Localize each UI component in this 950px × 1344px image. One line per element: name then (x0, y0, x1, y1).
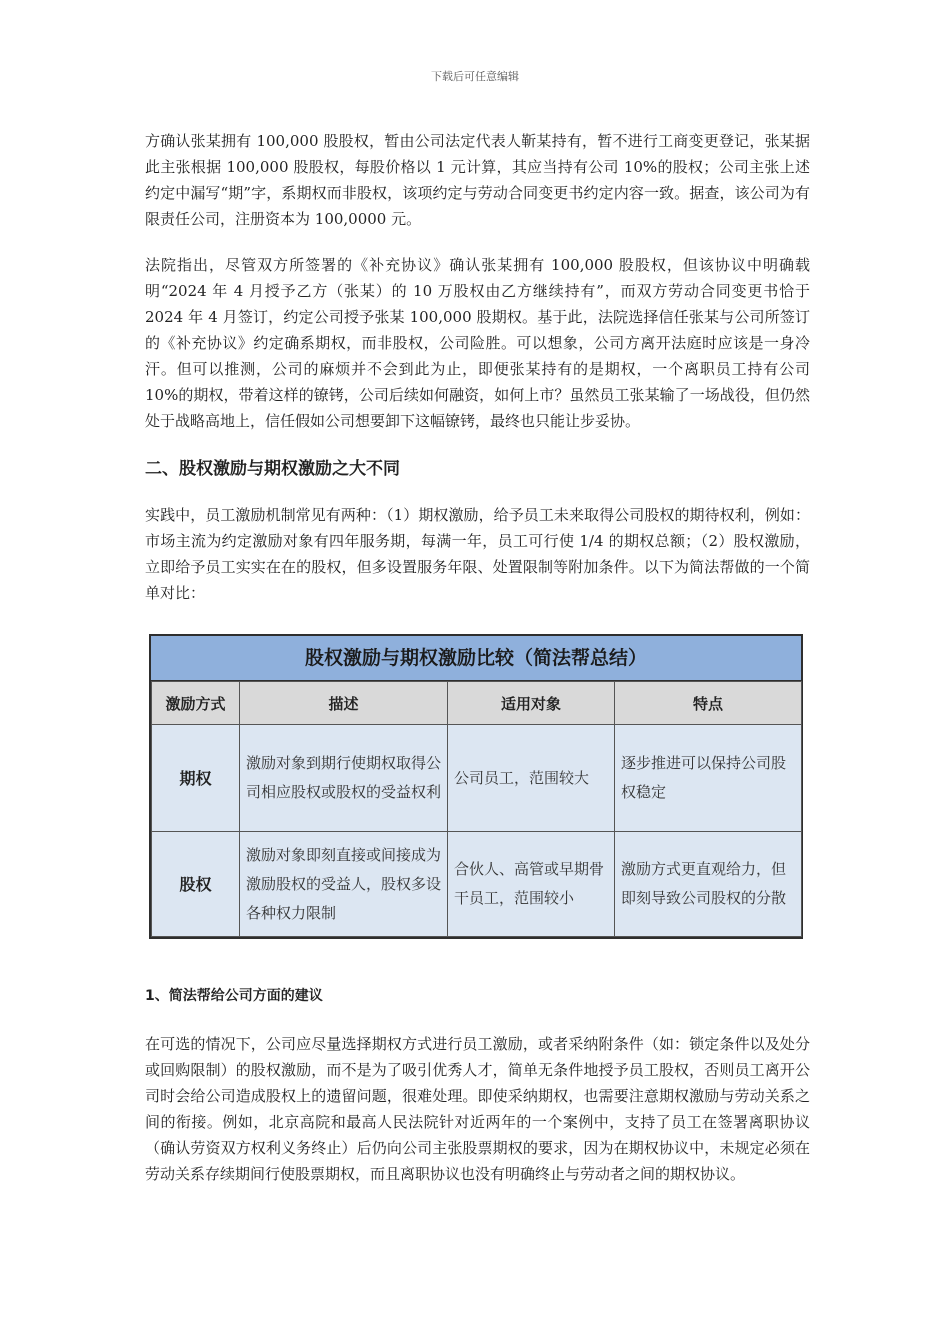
comparison-grid (151, 681, 802, 937)
table-row (152, 725, 802, 832)
paragraph-case-facts: 方确认张某拥有 100,000 股股权，暂由公司法定代表人靳某持有，暂不进行工商变更登记，张某据此主张根据 100,000 股股权，每股价格以 1 元计算，其应当持有公司 10%的股权；公司主张上述约定中漏写“期”字，系期权而非股权，该项约定与劳动合同变更书约定内容一致。据查，该公司为有限责任公司，注册资本为 100,0000 元。 (145, 132, 810, 228)
page-header: 下载后可任意编辑 (431, 70, 519, 83)
document-body (145, 128, 810, 1187)
table-cell: 激励对象即刻直接或间接成为激励股权的受益人，股权多设各种权力限制 (240, 832, 448, 937)
subsection-heading: 1、简法帮给公司方面的建议 (145, 988, 323, 1004)
paragraph-court-ruling: 法院指出，尽管双方所签署的《补充协议》确认张某拥有 100,000 股股权，但该协议中明确载明“2024 年 4 月授予乙方（张某）的 10 万股权由乙方继续持有”，而双方劳动合同变更书恰于 2024 年 4 月签订，约定公司授予张某 100,000 股期权。基于此，法院选择信任张某与公司所签订的《补充协议》约定确系期权，而非股权，公司险胜。可以想象，公司方离开法庭时应该是一身冷汗。但可以推测，公司的麻烦并不会到此为止，即便张某持有的是期权，一个离职员工持有公司 10%的期权，带着这样的镣铐，公司后续如何融资，如何上市？虽然员工张某输了一场战役，但仍然处于战略高地上，信任假如公司想要卸下这幅镣铐，最终也只能让步妥协。 (145, 256, 810, 430)
table-row-label: 期权 (152, 725, 240, 832)
table-cell: 激励方式更直观给力，但即刻导致公司股权的分散 (615, 832, 802, 937)
table-row-label: 股权 (152, 832, 240, 937)
comparison-table (149, 634, 803, 939)
table-cell: 合伙人、高管或早期骨干员工，范围较小 (448, 832, 615, 937)
table-cell: 逐步推进可以保持公司股权稳定 (615, 725, 802, 832)
paragraph-advice: 在可选的情况下，公司应尽量选择期权方式进行员工激励，或者采纳附条件（如：锁定条件以及处分或回购限制）的股权激励，而不是为了吸引优秀人才，简单无条件地授予员工股权，否则员工离开公司时会给公司造成股权上的遗留问题，很难处理。即使采纳期权，也需要注意期权激励与劳动关系之间的衔接。例如，北京高院和最高人民法院针对近两年的一个案例中，支持了员工在签署离职协议（确认劳资双方权利义务终止）后仍向公司主张股票期权的要求，因为在期权协议中，未规定必须在劳动关系存续期间行使股票期权，而且离职协议也没有明确终止与劳动者之间的期权协议。 (145, 1035, 810, 1183)
table-row (152, 832, 802, 937)
table-header-row (152, 682, 802, 725)
table-cell: 公司员工，范围较大 (448, 725, 615, 832)
table-header-cell: 适用对象 (448, 682, 615, 725)
table-cell: 激励对象到期行使期权取得公司相应股权或股权的受益权利 (240, 725, 448, 832)
table-header-cell: 特点 (615, 682, 802, 725)
table-header-cell: 激励方式 (152, 682, 240, 725)
paragraph-incentive-types: 实践中，员工激励机制常见有两种：（1）期权激励，给予员工未来取得公司股权的期待权利，例如：市场主流为约定激励对象有四年服务期，每满一年，员工可行使 1/4 的期权总额；（2）股权激励，立即给予员工实实在在的股权，但多设置服务年限、处置限制等附加条件。以下为简法帮做的一个简单对比： (145, 506, 810, 602)
table-title: 股权激励与期权激励比较（简法帮总结） (151, 636, 801, 681)
table-header-cell: 描述 (240, 682, 448, 725)
section-heading: 二、股权激励与期权激励之大不同 (145, 459, 400, 479)
